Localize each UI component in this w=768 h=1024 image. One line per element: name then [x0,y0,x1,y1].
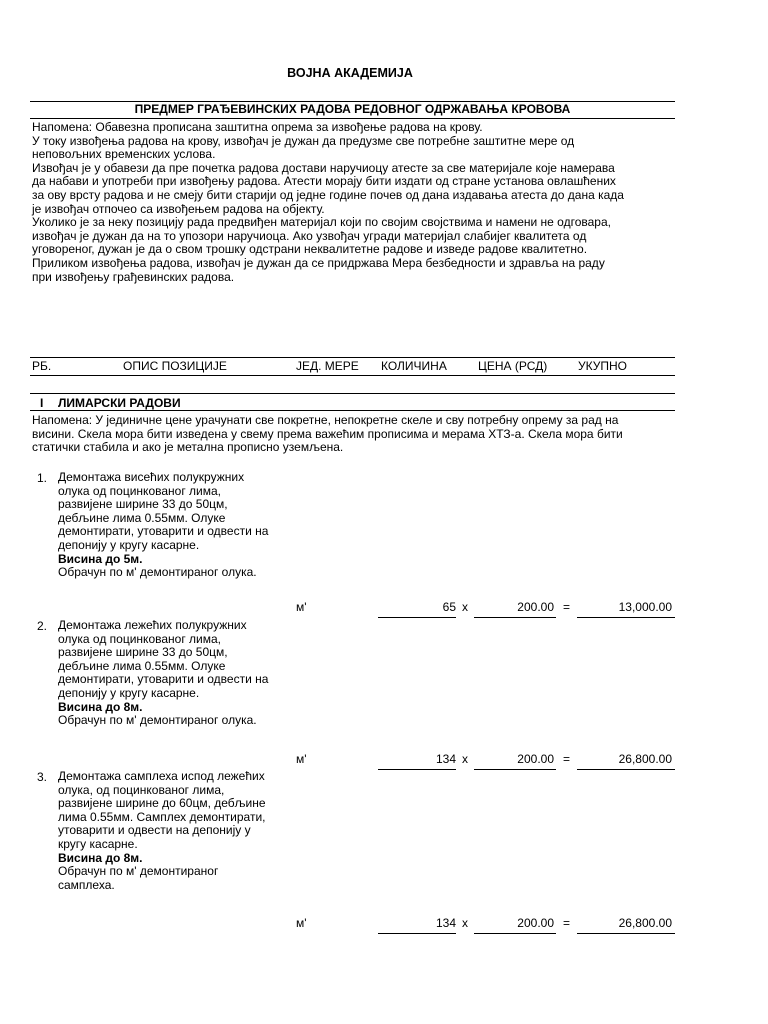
note-line: за ову врсту радова и не смеју бити старији од једне године почев од дана издавања атеста до дана када [32,187,624,202]
header-price: ЦЕНА (РСД) [478,359,548,373]
section-note [32,414,682,455]
note-line: да набави и употреби при извођењу радова. Атести морају бити издати од стране установа овлашћених [32,174,616,189]
header-rb: РБ. [32,359,52,373]
desc-line: дебљине лима 0.55мм. Олуке [58,658,226,673]
desc-line: депонију у кругу касарне. [58,537,200,552]
item-price: 200.00 [517,600,554,614]
desc-line: олука од поцинкованог лима, [58,631,222,646]
header-description: ОПИС ПОЗИЦИЈЕ [123,359,227,373]
item-quantity: 134 [435,916,456,930]
item-total: 13,000.00 [618,600,672,614]
divider [30,357,675,358]
desc-line: утоварити и одвести на депонију у [58,823,251,838]
general-notes [32,121,682,284]
note-line: Уколико је за неку позицију рада предвиђен материјал који по својим својствима и намени не одговара, [32,215,611,230]
item-unit: м' [296,752,307,766]
header-quantity: КОЛИЧИНА [381,359,447,373]
desc-line: демонтирати, утоварити и одвести на [58,524,269,539]
underline [474,617,556,618]
underline [474,769,556,770]
equals-sign: = [563,600,571,614]
item-number: 3. [37,770,48,784]
item-unit: м' [296,916,307,930]
note-line: извођач је дужан да на то упозори наручиоца. Ако узвођач угради материјал слабијег квалитета од [32,228,587,243]
item-quantity: 134 [435,752,456,766]
item-quantity: 65 [442,600,456,614]
divider [30,375,675,376]
multiply-sign: x [462,600,468,614]
item-description [58,619,290,728]
desc-line: дебљине лима 0.55мм. Олуке [58,510,226,525]
desc-line: депонију у кругу касарне. [58,685,200,700]
divider [30,410,675,411]
note-line: Извођач је у обавези да пре почетка радова достави наручиоцу атесте за све материјале које намерава [32,160,615,175]
desc-line: Демонтажа лежећих полукружних [58,618,247,632]
height-line: Висина до 8м. [58,850,143,865]
note-line: статички стабила и ако је метална прописно уземљена. [32,440,344,455]
document-title: ПРЕДМЕР ГРАЂЕВИНСКИХ РАДОВА РЕДОВНОГ ОДРЖАВАЊА КРОВОВА [134,102,571,116]
header-unit: ЈЕД. МЕРЕ [296,359,359,373]
section-title: ЛИМАРСКИ РАДОВИ [58,396,181,410]
document-org: ВОЈНА АКАДЕМИЈА [287,66,413,80]
desc-line: развијене ширине до 60цм, дебљине [58,796,266,811]
multiply-sign: x [462,916,468,930]
note-line: Напомена: У јединичне цене урачунати све покретне, непокретне скеле и сву потребну опрему за рад на [32,413,619,427]
item-total: 26,800.00 [618,916,672,930]
underline [378,933,456,934]
note-line: висини. Скела мора бити изведена у свему према важећим прописима и мерама ХТЗ-а. Скела мора бити [32,426,623,441]
desc-line: кругу касарне. [58,836,138,851]
calc-line: Обрачун по м' демонтираног олука. [58,565,257,580]
equals-sign: = [563,752,571,766]
desc-line: Демонтажа самплеха испод лежећих [58,769,265,783]
divider [30,118,675,119]
underline [378,617,456,618]
section-number: I [40,396,44,410]
equals-sign: = [563,916,571,930]
calc-line: самплеха. [58,877,115,892]
underline [577,617,675,618]
header-total: УКУПНО [578,359,627,373]
item-price: 200.00 [517,916,554,930]
item-number: 1. [37,471,48,485]
item-unit: м' [296,600,307,614]
desc-line: демонтирати, утоварити и одвести на [58,672,269,687]
item-description [58,770,290,892]
height-line: Висина до 8м. [58,699,143,714]
calc-line: Обрачун по м' демонтираног олука. [58,713,257,728]
divider [30,393,675,394]
desc-line: развијене ширине 33 до 50цм, [58,645,228,660]
note-line: уговореног, дужан је да о свом трошку одстрани неквалитетне радове и изведе радове квалитетно. [32,242,588,257]
note-line: Приликом извођења радова, извођач је дужан да се придржава Мера безбедности и здравља на раду [32,255,605,270]
calc-line: Обрачун по м' демонтираног [58,864,219,879]
item-description [58,471,290,580]
desc-line: олука, од поцинкованог лима, [58,782,225,797]
underline [474,933,556,934]
multiply-sign: x [462,752,468,766]
desc-line: Демонтажа висећих полукружних [58,470,245,484]
note-line: је извођач отпочео са извођењем радова на објекту. [32,201,325,216]
desc-line: лима 0.55мм. Самплех демонтирати, [58,809,266,824]
item-number: 2. [37,619,48,633]
desc-line: олука од поцинкованог лима, [58,483,222,498]
underline [577,933,675,934]
note-line: Напомена: Обавезна прописана заштитна опрема за извођење радова на крову. [32,120,483,134]
item-total: 26,800.00 [618,752,672,766]
height-line: Висина до 5м. [58,551,143,566]
underline [577,769,675,770]
underline [378,769,456,770]
note-line: У току извођења радова на крову, извођач је дужан да предузме све потребне заштитне мере од [32,133,575,148]
note-line: при извођењу грађевинских радова. [32,269,235,284]
item-price: 200.00 [517,752,554,766]
note-line: неповољних временских услова. [32,147,216,162]
desc-line: развијене ширине 33 до 50цм, [58,497,228,512]
